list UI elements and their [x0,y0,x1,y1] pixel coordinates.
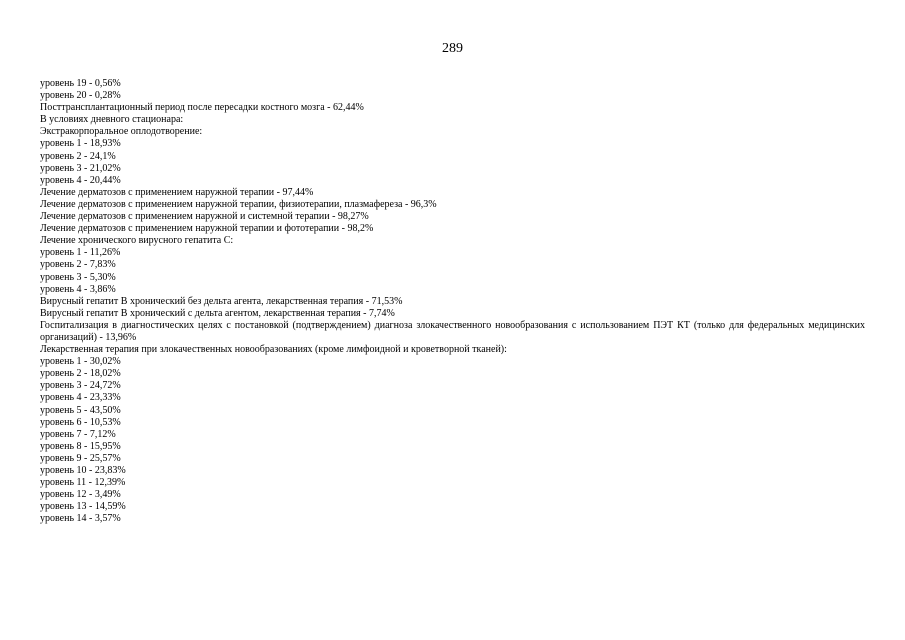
long-paragraph: Госпитализация в диагностических целях с постановкой (подтверждением) диагноза злокачественного новообразования с использованием ПЭТ КТ (только для федеральных медицинских организаций) - 13,96% [40,319,865,343]
text-line: Экстракорпоральное оплодотворение: [40,126,203,138]
text-line: уровень 2 - 18,02% [40,368,121,380]
text-line: уровень 4 - 3,86% [40,283,116,295]
text-line: Лечение дерматозов с применением наружной терапии - 97,44% [40,186,314,198]
text-line: уровень 1 - 11,26% [40,247,121,259]
text-line: Посттрансплантационный период после пересадки костного мозга - 62,44% [40,102,364,114]
text-line: уровень 20 - 0,28% [40,90,121,102]
text-line: уровень 13 - 14,59% [40,501,126,513]
text-line: Лечение хронического вирусного гепатита С: [40,235,234,247]
text-line: уровень 9 - 25,57% [40,452,121,464]
text-line: уровень 19 - 0,56% [40,78,121,89]
text-line: уровень 8 - 15,95% [40,440,121,452]
text-line: уровень 6 - 10,53% [40,416,121,428]
text-line: Вирусный гепатит В хронический без дельта агента, лекарственная терапия - 71,53% [40,295,403,307]
text-line: уровень 2 - 24,1% [40,150,116,162]
text-line: уровень 4 - 20,44% [40,174,121,186]
text-line: уровень 2 - 7,83% [40,259,116,271]
text-line: уровень 14 - 3,57% [40,513,121,525]
text-line: Лечение дерматозов с применением наружной и системной терапии - 98,27% [40,211,369,223]
text-line: Вирусный гепатит В хронический с дельта агентом, лекарственная терапия - 7,74% [40,307,395,319]
text-line: Лекарственная терапия при злокачественных новообразованиях (кроме лимфоидной и кроветворной тканей): [40,344,507,356]
text-line: Лечение дерматозов с применением наружной терапии, физиотерапии, плазмафереза - 96,3% [40,198,437,210]
page-number: 289 [442,41,463,56]
text-line: уровень 1 - 18,93% [40,138,121,150]
text-line: уровень 3 - 24,72% [40,380,121,392]
text-line: уровень 1 - 30,02% [40,356,121,368]
text-line: уровень 4 - 23,33% [40,392,121,404]
text-line: уровень 3 - 21,02% [40,162,121,174]
text-line: уровень 10 - 23,83% [40,465,126,476]
section-heading: В условиях дневного стационара: [40,114,184,126]
text-line: уровень 5 - 43,50% [40,404,121,416]
text-line: уровень 12 - 3,49% [40,489,121,501]
text-line: уровень 3 - 5,30% [40,271,116,283]
document-body [40,78,865,525]
text-line: уровень 11 - 12,39% [40,477,126,489]
text-line: уровень 7 - 7,12% [40,428,116,440]
text-line: Лечение дерматозов с применением наружной терапии и фототерапии - 98,2% [40,223,374,235]
